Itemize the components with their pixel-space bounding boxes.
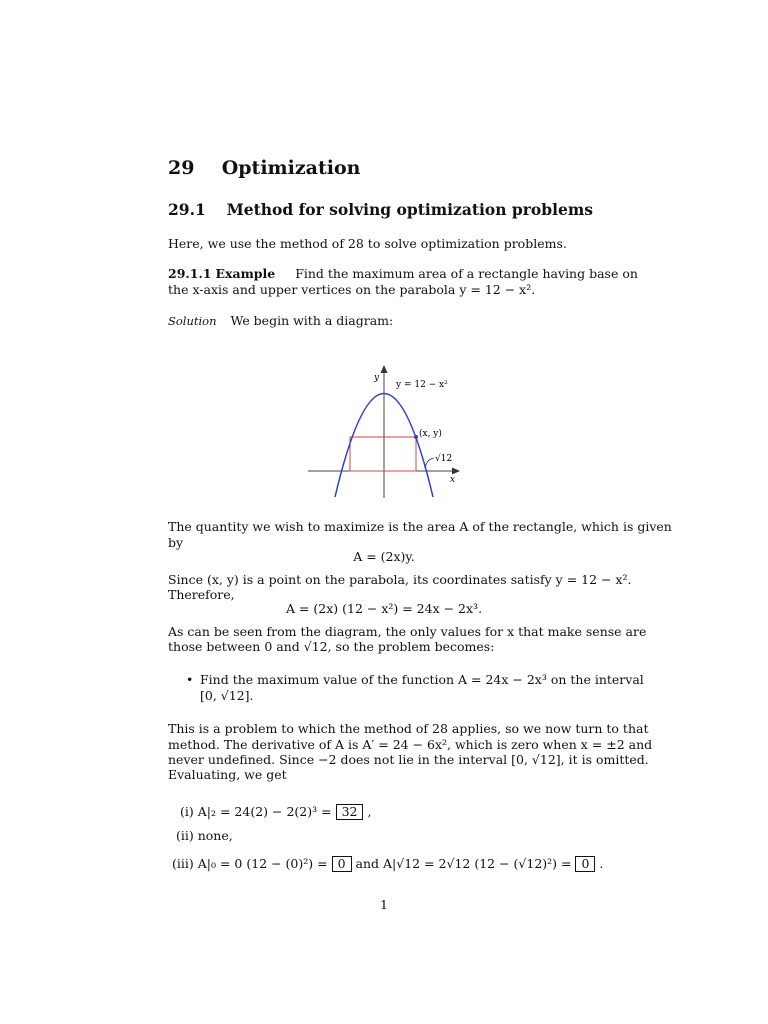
x-axis-label: x bbox=[450, 475, 456, 485]
subsection-title: Method for solving optimization problems bbox=[226, 200, 593, 219]
evaluation-i bbox=[180, 804, 371, 820]
example-line-1 bbox=[168, 266, 638, 282]
bullet-line-1: Find the maximum value of the function A = 24x − 2x³ on the interval bbox=[200, 672, 644, 687]
evaluation-ii-label: (ii) bbox=[176, 828, 194, 843]
paragraph-3-line-2: those between 0 and √12, so the problem becomes: bbox=[168, 639, 495, 654]
solution-text: We begin with a diagram: bbox=[230, 313, 394, 328]
paragraph-4-line-4: Evaluating, we get bbox=[168, 767, 287, 782]
paragraph-3-line-1: As can be seen from the diagram, the only values for x that make sense are bbox=[168, 624, 647, 639]
equation-area-2: A = (2x) (12 − x²) = 24x − 2x³. bbox=[285, 601, 483, 616]
section-heading bbox=[168, 157, 360, 179]
paragraph-4-line-1: This is a problem to which the method of 28 applies, so we now turn to that bbox=[168, 721, 649, 736]
x-axis-arrow bbox=[452, 468, 460, 475]
evaluation-i-boxed-value: 32 bbox=[336, 804, 364, 820]
paragraph-4-line-2: method. The derivative of A is A′ = 24 − 6x², which is zero when x = ±2 and bbox=[168, 737, 653, 752]
evaluation-ii bbox=[176, 828, 233, 844]
root-pointer bbox=[425, 458, 434, 468]
evaluation-i-label: (i) bbox=[180, 804, 194, 819]
solution-line bbox=[168, 313, 393, 329]
root-label: √12 bbox=[435, 454, 453, 464]
example-label: 29.1.1 bbox=[168, 266, 212, 281]
evaluation-iii-expr-1: A|₀ = 0 (12 − (0)²) = bbox=[197, 856, 328, 871]
paragraph-2-line-2: Therefore, bbox=[168, 587, 235, 602]
example-text-1: Find the maximum area of a rectangle having base on bbox=[295, 266, 638, 281]
evaluation-iii-boxed-value-1: 0 bbox=[332, 856, 352, 872]
paragraph-2-line-1: Since (x, y) is a point on the parabola, its coordinates satisfy y = 12 − x². bbox=[168, 572, 632, 587]
evaluation-iii-and: and bbox=[355, 856, 380, 871]
y-axis-label: y bbox=[374, 373, 380, 383]
bullet-line-2: [0, √12]. bbox=[200, 688, 254, 703]
evaluation-iii-tail: . bbox=[599, 856, 604, 871]
evaluation-iii-label: (iii) bbox=[172, 856, 194, 871]
y-axis-arrow bbox=[381, 365, 388, 373]
inscribed-rectangle bbox=[350, 437, 416, 471]
evaluation-iii-expr-2: A|√12 = 2√12 (12 − (√12)²) = bbox=[383, 856, 572, 871]
section-title: Optimization bbox=[221, 157, 361, 179]
equation-area-1: A = (2x)y. bbox=[353, 549, 415, 564]
evaluation-i-tail: , bbox=[367, 804, 372, 819]
parabola-diagram bbox=[300, 360, 480, 505]
intro-paragraph: Here, we use the method of 28 to solve optimization problems. bbox=[168, 236, 567, 251]
evaluation-i-expr: A|₂ = 24(2) − 2(2)³ = bbox=[197, 804, 332, 819]
paragraph-1-line-1: The quantity we wish to maximize is the area A of the rectangle, which is given bbox=[168, 519, 672, 534]
bullet-marker: • bbox=[186, 672, 194, 687]
curve-label: y = 12 − x² bbox=[396, 380, 448, 390]
subsection-number: 29.1 bbox=[168, 200, 206, 219]
example-heading: Example bbox=[215, 266, 276, 281]
page-number: 1 bbox=[380, 897, 388, 912]
example-line-2: the x-axis and upper vertices on the parabola y = 12 − x². bbox=[168, 282, 536, 297]
point-label: (x, y) bbox=[419, 429, 442, 439]
paragraph-4-line-3: never undefined. Since −2 does not lie in the interval [0, √12], it is omitted. bbox=[168, 752, 649, 767]
evaluation-ii-text: none, bbox=[197, 828, 233, 843]
vertex-point bbox=[414, 435, 418, 439]
paragraph-1-line-2: by bbox=[168, 535, 184, 550]
subsection-heading bbox=[168, 200, 593, 219]
solution-label: Solution bbox=[168, 314, 217, 328]
evaluation-iii bbox=[172, 856, 603, 872]
section-number: 29 bbox=[168, 157, 195, 179]
evaluation-iii-boxed-value-2: 0 bbox=[575, 856, 595, 872]
